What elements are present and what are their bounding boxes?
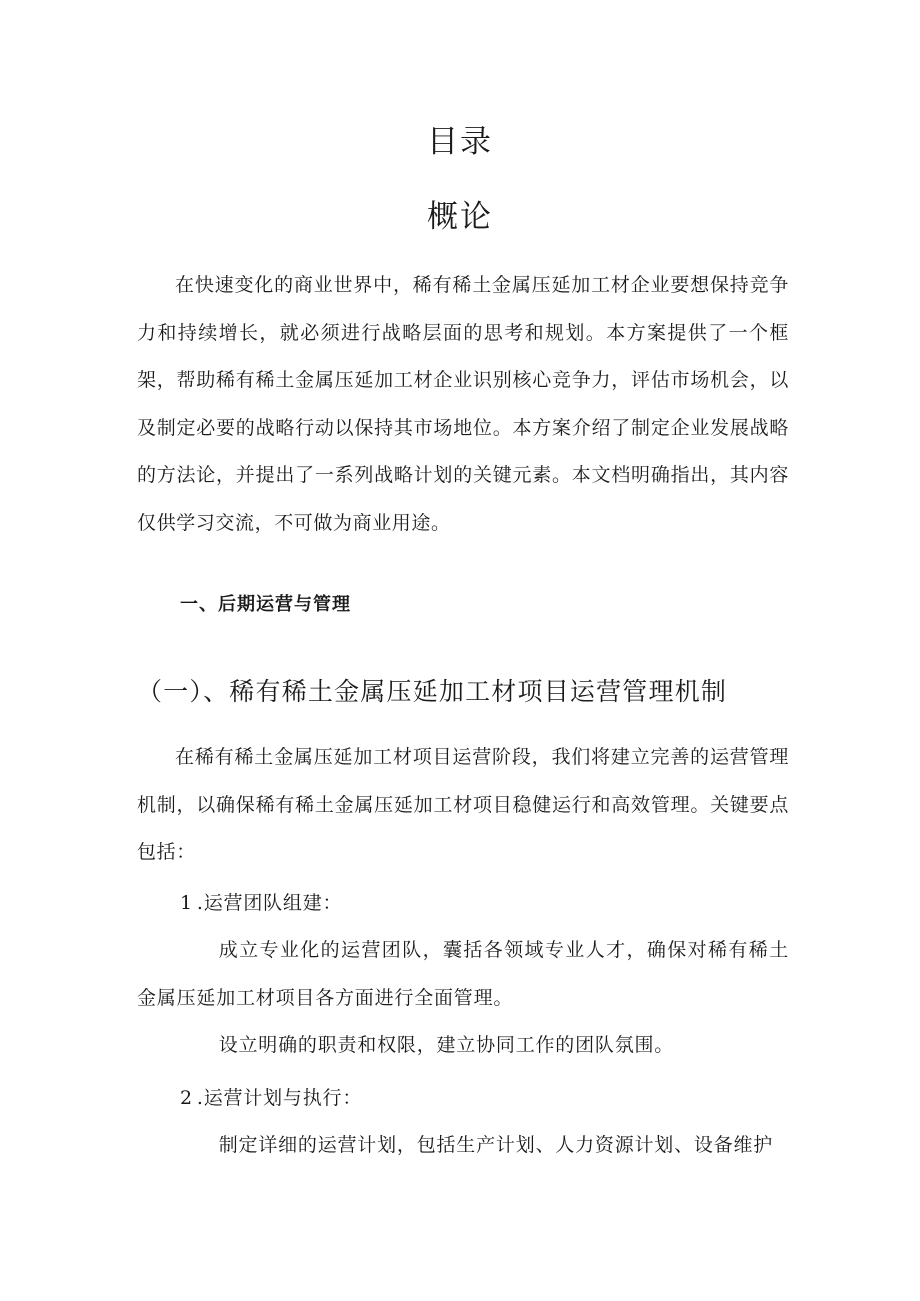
list-item-point: 设立明确的职责和权限，建立协同工作的团队氛围。 — [218, 1034, 675, 1056]
overview-title: 概论 — [427, 199, 493, 235]
list-item-label: .运营团队组建： — [196, 892, 343, 914]
list-item-point: 成立专业化的运营团队，囊括各领域专业人才，确保对稀有稀土金属压延加工材项目各方面进行全面管理。 — [137, 939, 789, 1009]
operations-paragraph: 在稀有稀土金属压延加工材项目运营阶段，我们将建立完善的运营管理机制，以确保稀有稀土金属压延加工材项目稳健运行和高效管理。关键要点包括： — [137, 746, 789, 864]
list-item-point: 制定详细的运营计划，包括生产计划、人力资源计划、设备维护 — [218, 1134, 774, 1156]
list-item-number: 2 — [180, 1087, 193, 1109]
list-item-heading — [180, 888, 342, 915]
list-item-number: 1 — [180, 892, 193, 914]
section-heading: 一、后期运营与管理 — [180, 594, 351, 615]
subsection-heading: （一）、稀有稀土金属压延加工材项目运营管理机制 — [137, 677, 728, 706]
list-item-heading — [180, 1083, 362, 1110]
intro-paragraph: 在快速变化的商业世界中，稀有稀土金属压延加工材企业要想保持竞争力和持续增长，就必须进行战略层面的思考和规划。本方案提供了一个框架，帮助稀有稀土金属压延加工材企业识别核心竞争力，评估市场机会，以及制定必要的战略行动以保持其市场地位。本方案介绍了制定企业发展战略的方法论，并提出了一系列战略计划的关键元素。本文档明确指出，其内容仅供学习交流，不可做为商业用途。 — [137, 274, 789, 534]
list-item-label: .运营计划与执行： — [196, 1087, 363, 1109]
toc-title: 目录 — [427, 124, 493, 160]
